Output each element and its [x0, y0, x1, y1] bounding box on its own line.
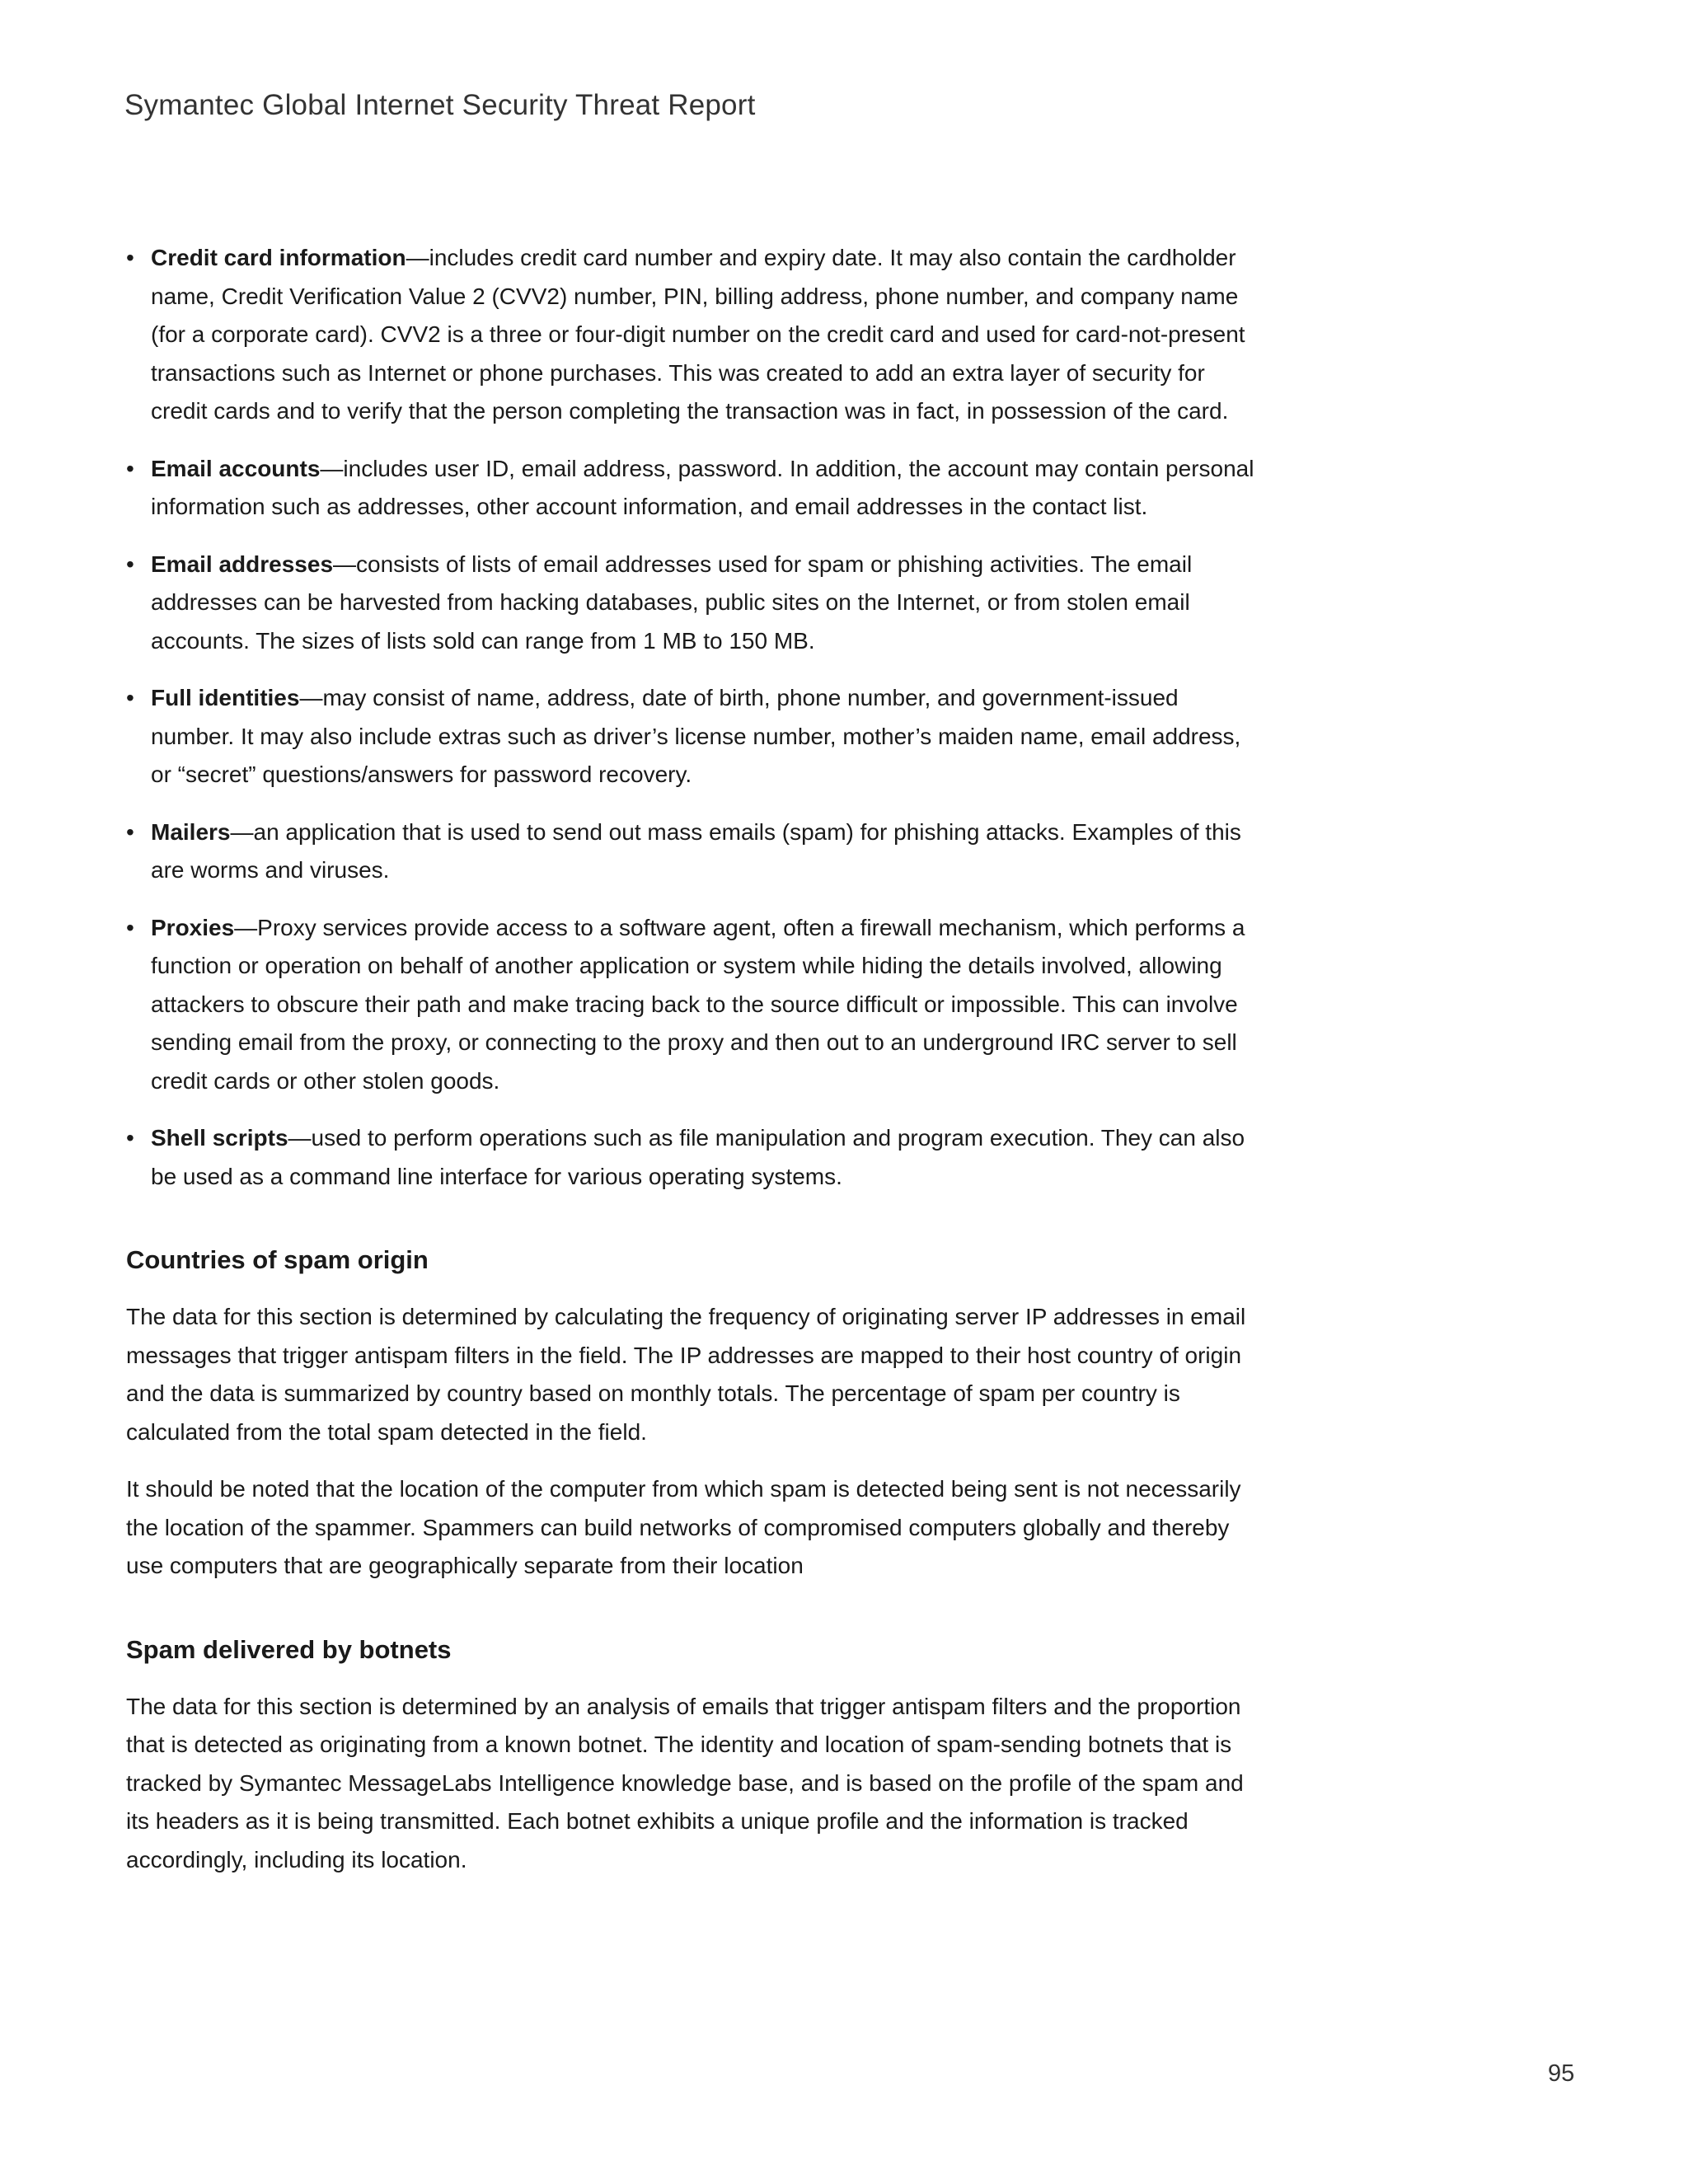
list-item-term: Shell scripts — [151, 1125, 288, 1151]
list-item-term: Email accounts — [151, 455, 321, 481]
section-countries-of-spam-origin — [126, 1244, 1264, 1586]
page-number: 95 — [1548, 2060, 1575, 2087]
list-item-text: —Proxy services provide access to a software agent, often a firewall mechanism, which performs a function or operation on behalf of another application or system while hiding the details involved, allowing attackers to obscure their path and make tracing back to the source difficult or impossible. This can involve sending email from the proxy, or connecting to the proxy and then out to an underground IRC server to sell credit cards or other stolen goods. — [151, 914, 1245, 1094]
bullet-icon: • — [126, 685, 134, 710]
bullet-icon: • — [126, 551, 134, 577]
bullet-icon: • — [126, 245, 134, 270]
list-item-text: —includes credit card number and expiry date. It may also contain the cardholder name, Credit Verification Value 2 (CVV2) number, PIN, billing address, phone number, and company name (for a corporate card). CVV2 is a three or four-digit number on the credit card and used for card-not-present transactions such as Internet or phone purchases. This was created to add an extra layer of security for credit cards and to verify that the person completing the transaction was in fact, in possession of the card. — [151, 245, 1245, 424]
paragraph: The data for this section is determined by calculating the frequency of originating server IP addresses in email messages that trigger antispam filters in the field. The IP addresses are mapped to their host country of origin and the data is summarized by country based on monthly totals. The percentage of spam per country is calculated from the total spam detected in the field. — [126, 1304, 1246, 1445]
definition-list — [126, 239, 1264, 1196]
list-item — [126, 1119, 1264, 1196]
list-item-term: Mailers — [151, 818, 231, 845]
section-heading: Spam delivered by botnets — [126, 1634, 452, 1664]
list-item — [126, 546, 1264, 661]
bullet-icon: • — [126, 455, 134, 481]
list-item-term: Email addresses — [151, 551, 334, 577]
bullet-icon: • — [126, 914, 134, 940]
bullet-icon: • — [126, 818, 134, 845]
list-item-text: —an application that is used to send out mass emails (spam) for phishing attacks. Examples of this are worms and viruses. — [151, 818, 1241, 883]
list-item-text: —consists of lists of email addresses used for spam or phishing activities. The email addresses can be harvested from hacking databases, public sites on the Internet, or from stolen email accounts. The sizes of lists sold can range from 1 MB to 150 MB. — [151, 551, 1193, 654]
list-item-term: Credit card information — [151, 245, 406, 270]
paragraph: The data for this section is determined by an analysis of emails that trigger antispam filters and the proportion that is detected as originating from a known botnet. The identity and location of spam-sending botnets that is tracked by Symantec MessageLabs Intelligence knowledge base, and is based on the profile of the spam and its headers as it is being transmitted. Each botnet exhibits a unique profile and the information is tracked accordingly, including its location. — [126, 1693, 1244, 1872]
list-item-term: Full identities — [151, 685, 300, 710]
section-heading: Countries of spam origin — [126, 1245, 429, 1274]
list-item-text: —may consist of name, address, date of birth, phone number, and government-issued number. It may also include extras such as driver’s license number, mother’s maiden name, email address, or “secret” questions/answers for password recovery. — [151, 685, 1241, 787]
paragraph: It should be noted that the location of the computer from which spam is detected being sent is not necessarily the location of the spammer. Spammers can build networks of compromised computers globally and thereby use computers that are geographically separate from their location — [126, 1476, 1241, 1578]
list-item — [126, 813, 1264, 890]
list-item-text: —used to perform operations such as file manipulation and program execution. They can also be used as a command line interface for various operating systems. — [151, 1125, 1245, 1189]
list-item — [126, 679, 1264, 794]
list-item — [126, 909, 1264, 1101]
list-item-text: —includes user ID, email address, password. In addition, the account may contain personal information such as addresses, other account information, and email addresses in the contact list. — [151, 455, 1254, 519]
list-item — [126, 239, 1264, 431]
report-title: Symantec Global Internet Security Threat Report — [124, 89, 756, 121]
section-spam-delivered-by-botnets — [126, 1633, 1264, 1880]
list-item-term: Proxies — [151, 914, 235, 940]
bullet-icon: • — [126, 1125, 134, 1151]
list-item — [126, 450, 1264, 527]
page-content — [126, 239, 1264, 1898]
